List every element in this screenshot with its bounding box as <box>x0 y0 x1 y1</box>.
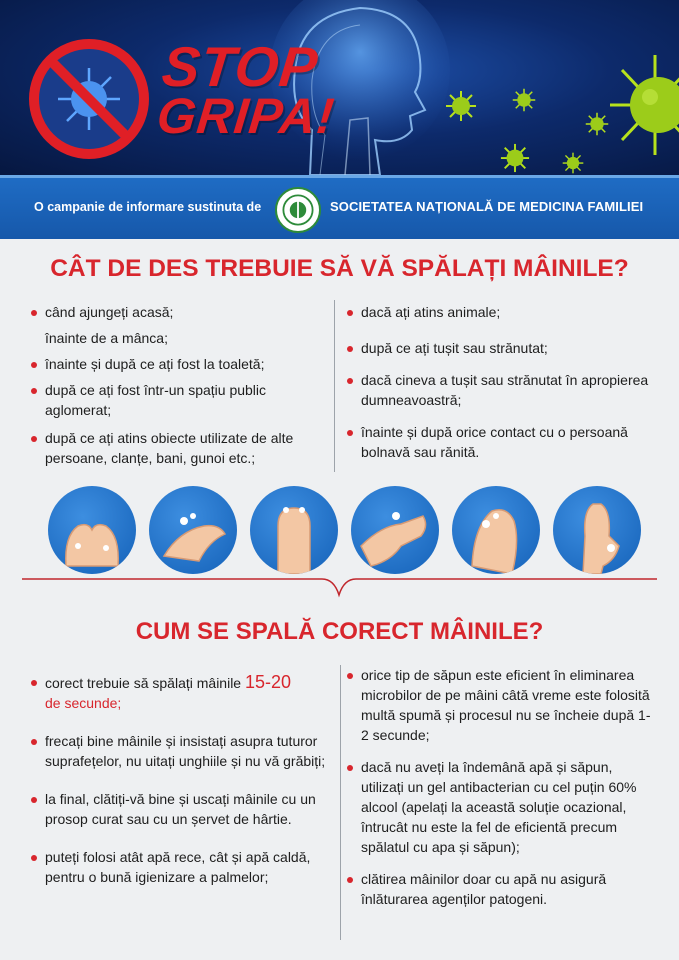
society-name: SOCIETATEA NAȚIONALĂ DE MEDICINA FAMILIEI <box>330 199 644 214</box>
section-1-right-list <box>346 302 651 462</box>
virus-icon <box>445 90 477 122</box>
title-line-2: GRIPA! <box>154 88 338 145</box>
handwashing-steps <box>0 486 679 586</box>
hands-step-1-icon <box>48 486 136 574</box>
virus-icon <box>585 112 609 136</box>
list-item: orice tip de săpun este eficient în eliminarea microbilor de pe mâini câtă vreme este folosită multă spumă și procesul nu se încheie după 1-2 secunde; <box>346 665 656 745</box>
section-2-left-list <box>30 672 330 887</box>
list-item: clătirea mâinilor doar cu apă nu asigură înlăturarea agenților patogeni. <box>346 869 656 909</box>
list-item: după ce ați tușit sau strănutat; <box>346 338 651 358</box>
list-item: puteți folosi atât apă rece, cât și apă caldă, pentru o bună igienizare a palmelor; <box>30 847 330 887</box>
list-item: la final, clătiți-vă bine și uscați mâinile cu un prosop curat sau cu un șervet de hârtie. <box>30 789 330 829</box>
list-item: înainte de a mânca; <box>45 330 168 346</box>
list-item: când ajungeți acasă; <box>30 302 320 322</box>
list-item: corect trebuie să spălați mâinile 15-20 de secunde; <box>30 672 330 713</box>
header-banner <box>0 0 679 175</box>
hands-step-3-icon <box>250 486 338 574</box>
section-2-title: CUM SE SPALĂ CORECT MÂINILE? <box>135 618 544 645</box>
list-item: dacă cineva a tușit sau strănutat în apropierea dumneavoastră; <box>346 370 651 410</box>
page-title <box>154 35 343 145</box>
list-item: frecați bine mâinile și insistați asupra tuturor suprafețelor, nu uitați unghiile și nu vă grăbiți; <box>30 731 330 771</box>
virus-icon <box>500 143 530 173</box>
hands-step-5-icon <box>452 486 540 574</box>
virus-large-icon <box>610 50 679 160</box>
campaign-band <box>0 175 679 239</box>
list-item: după ce ați fost într-un spațiu public aglomerat; <box>30 380 320 420</box>
column-divider <box>340 665 341 940</box>
hands-step-2-icon <box>149 486 237 574</box>
list-item: înainte și după ce ați fost la toaletă; <box>30 354 320 374</box>
list-item: după ce ați atins obiecte utilizate de alte persoane, clanțe, bani, gunoi etc.; <box>30 428 320 468</box>
list-item: înainte și după orice contact cu o persoană bolnavă sau rănită. <box>346 422 651 462</box>
virus-icon <box>562 152 584 174</box>
section-1-title: CÂT DE DES TREBUIE SĂ VĂ SPĂLAȚI MÂINILE? <box>50 255 629 282</box>
section-1-left-list <box>30 302 320 468</box>
campaign-text: O campanie de informare sustinuta de <box>34 200 262 214</box>
section-2-right-list <box>346 665 656 909</box>
no-virus-sign-icon <box>28 38 150 160</box>
virus-icon <box>512 88 536 112</box>
title-line-1: STOP <box>159 35 322 98</box>
duration-highlight: 15-20 <box>245 672 292 692</box>
brace-divider <box>22 575 657 615</box>
hands-step-6-icon <box>553 486 641 574</box>
column-divider <box>334 300 335 472</box>
list-item: dacă ați atins animale; <box>346 302 651 322</box>
list-item: dacă nu aveți la îndemână apă și săpun, utilizați un gel antibacterian cu cel puțin 60% alcool (apelați la această soluție ocazional, întrucât nu este la fel de eficientă precum spălatul cu apa și săpun); <box>346 757 656 857</box>
society-logo-icon <box>275 187 321 233</box>
hands-step-4-icon <box>351 486 439 574</box>
